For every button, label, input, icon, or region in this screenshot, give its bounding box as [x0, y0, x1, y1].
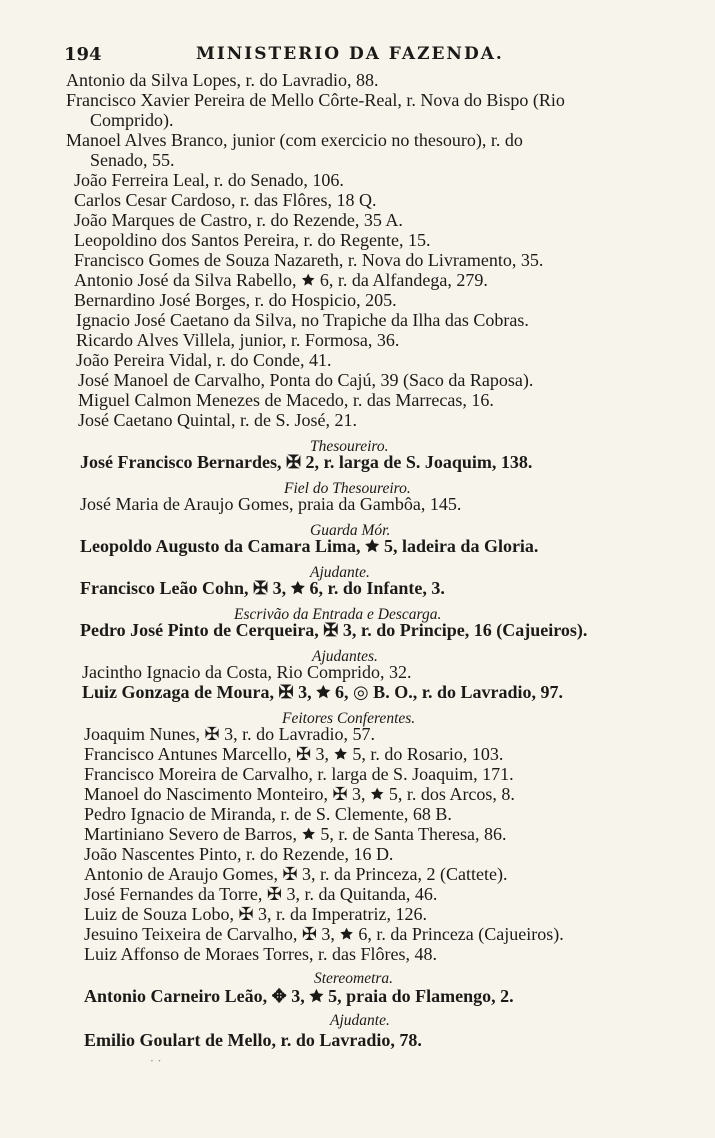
- entry-line: Manoel do Nascimento Monteiro, ✠ 3, 🟊 5, r. dos Arcos, 8.: [84, 784, 515, 804]
- faint-mark: · ·: [150, 1054, 162, 1068]
- section-heading: Feitores Conferentes.: [282, 710, 416, 727]
- entry-line: Leopoldo Augusto da Camara Lima, 🟊 5, ladeira da Gloria.: [80, 536, 539, 556]
- section-heading: Escrivão da Entrada e Descarga.: [234, 606, 442, 623]
- entry-line: Manoel Alves Branco, junior (com exercicio no thesouro), r. do: [66, 130, 523, 150]
- entry-line: Luiz de Souza Lobo, ✠ 3, r. da Imperatriz, 126.: [84, 904, 427, 924]
- entry-line: João Nascentes Pinto, r. do Rezende, 16 D.: [84, 844, 394, 864]
- section-heading: Thesoureiro.: [310, 438, 389, 455]
- section-heading: Ajudantes.: [312, 648, 378, 665]
- entry-line: Antonio José da Silva Rabello, 🟊 6, r. da Alfandega, 279.: [74, 270, 488, 290]
- entry-line: Martiniano Severo de Barros, 🟊 5, r. de Santa Theresa, 86.: [84, 824, 507, 844]
- entry-line: Francisco Moreira de Carvalho, r. larga de S. Joaquim, 171.: [84, 764, 514, 784]
- section-heading: Guarda Mór.: [310, 522, 391, 539]
- entry-line: Francisco Leão Cohn, ✠ 3, 🟊 6, r. do Infante, 3.: [80, 578, 445, 598]
- entry-line: Bernardino José Borges, r. do Hospicio, 205.: [74, 290, 397, 310]
- entry-line: João Pereira Vidal, r. do Conde, 41.: [76, 350, 332, 370]
- entry-line: Ricardo Alves Villela, junior, r. Formosa, 36.: [76, 330, 400, 350]
- entry-line: João Ferreira Leal, r. do Senado, 106.: [74, 170, 344, 190]
- section-heading: Fiel do Thesoureiro.: [284, 480, 411, 497]
- entry-line: Francisco Xavier Pereira de Mello Côrte-Real, r. Nova do Bispo (Rio: [66, 90, 565, 110]
- entry-line: José Fernandes da Torre, ✠ 3, r. da Quitanda, 46.: [84, 884, 438, 904]
- entry-line: José Maria de Araujo Gomes, praia da Gambôa, 145.: [80, 494, 462, 514]
- entry-line: Comprido).: [90, 110, 174, 130]
- entry-line: Joaquim Nunes, ✠ 3, r. do Lavradio, 57.: [84, 724, 376, 744]
- running-title: MINISTERIO DA FAZENDA.: [196, 44, 504, 64]
- entry-line: Carlos Cesar Cardoso, r. das Flôres, 18 Q.: [74, 190, 377, 210]
- entry-line: Miguel Calmon Menezes de Macedo, r. das Marrecas, 16.: [78, 390, 494, 410]
- entry-line: Pedro Ignacio de Miranda, r. de S. Clemente, 68 B.: [84, 804, 452, 824]
- entry-line: Antonio da Silva Lopes, r. do Lavradio, 88.: [66, 70, 379, 90]
- entry-line: Francisco Antunes Marcello, ✠ 3, 🟊 5, r. do Rosario, 103.: [84, 744, 504, 764]
- section-heading: Stereometra.: [314, 970, 394, 987]
- page-number: 194: [64, 44, 102, 65]
- page-header: [64, 44, 664, 68]
- entry-line: José Francisco Bernardes, ✠ 2, r. larga de S. Joaquim, 138.: [80, 452, 533, 472]
- entry-line: Emilio Goulart de Mello, r. do Lavradio, 78.: [84, 1030, 422, 1050]
- section-heading: Ajudante.: [330, 1012, 390, 1029]
- section-heading: Ajudante.: [310, 564, 370, 581]
- entry-line: João Marques de Castro, r. do Rezende, 35 A.: [74, 210, 403, 230]
- entry-line: Antonio de Araujo Gomes, ✠ 3, r. da Princeza, 2 (Cattete).: [84, 864, 508, 884]
- entry-line: Ignacio José Caetano da Silva, no Trapiche da Ilha das Cobras.: [76, 310, 529, 330]
- entry-line: Leopoldino dos Santos Pereira, r. do Regente, 15.: [74, 230, 431, 250]
- entry-line: Pedro José Pinto de Cerqueira, ✠ 3, r. do Principe, 16 (Cajueiros).: [80, 620, 588, 640]
- entry-line: José Manoel de Carvalho, Ponta do Cajú, 39 (Saco da Raposa).: [78, 370, 534, 390]
- entry-line: Luiz Gonzaga de Moura, ✠ 3, 🟊 6, ◎ B. O., r. do Lavradio, 97.: [82, 682, 564, 702]
- entry-line: Jacintho Ignacio da Costa, Rio Comprido, 32.: [82, 662, 412, 682]
- entry-line: Senado, 55.: [90, 150, 175, 170]
- entry-line: Antonio Carneiro Leão, ✥ 3, 🟊 5, praia do Flamengo, 2.: [84, 986, 514, 1006]
- entry-line: Francisco Gomes de Souza Nazareth, r. Nova do Livramento, 35.: [74, 250, 544, 270]
- entry-line: Luiz Affonso de Moraes Torres, r. das Flôres, 48.: [84, 944, 438, 964]
- entry-line: Jesuino Teixeira de Carvalho, ✠ 3, 🟊 6, r. da Princeza (Cajueiros).: [84, 924, 564, 944]
- entry-line: José Caetano Quintal, r. de S. José, 21.: [78, 410, 357, 430]
